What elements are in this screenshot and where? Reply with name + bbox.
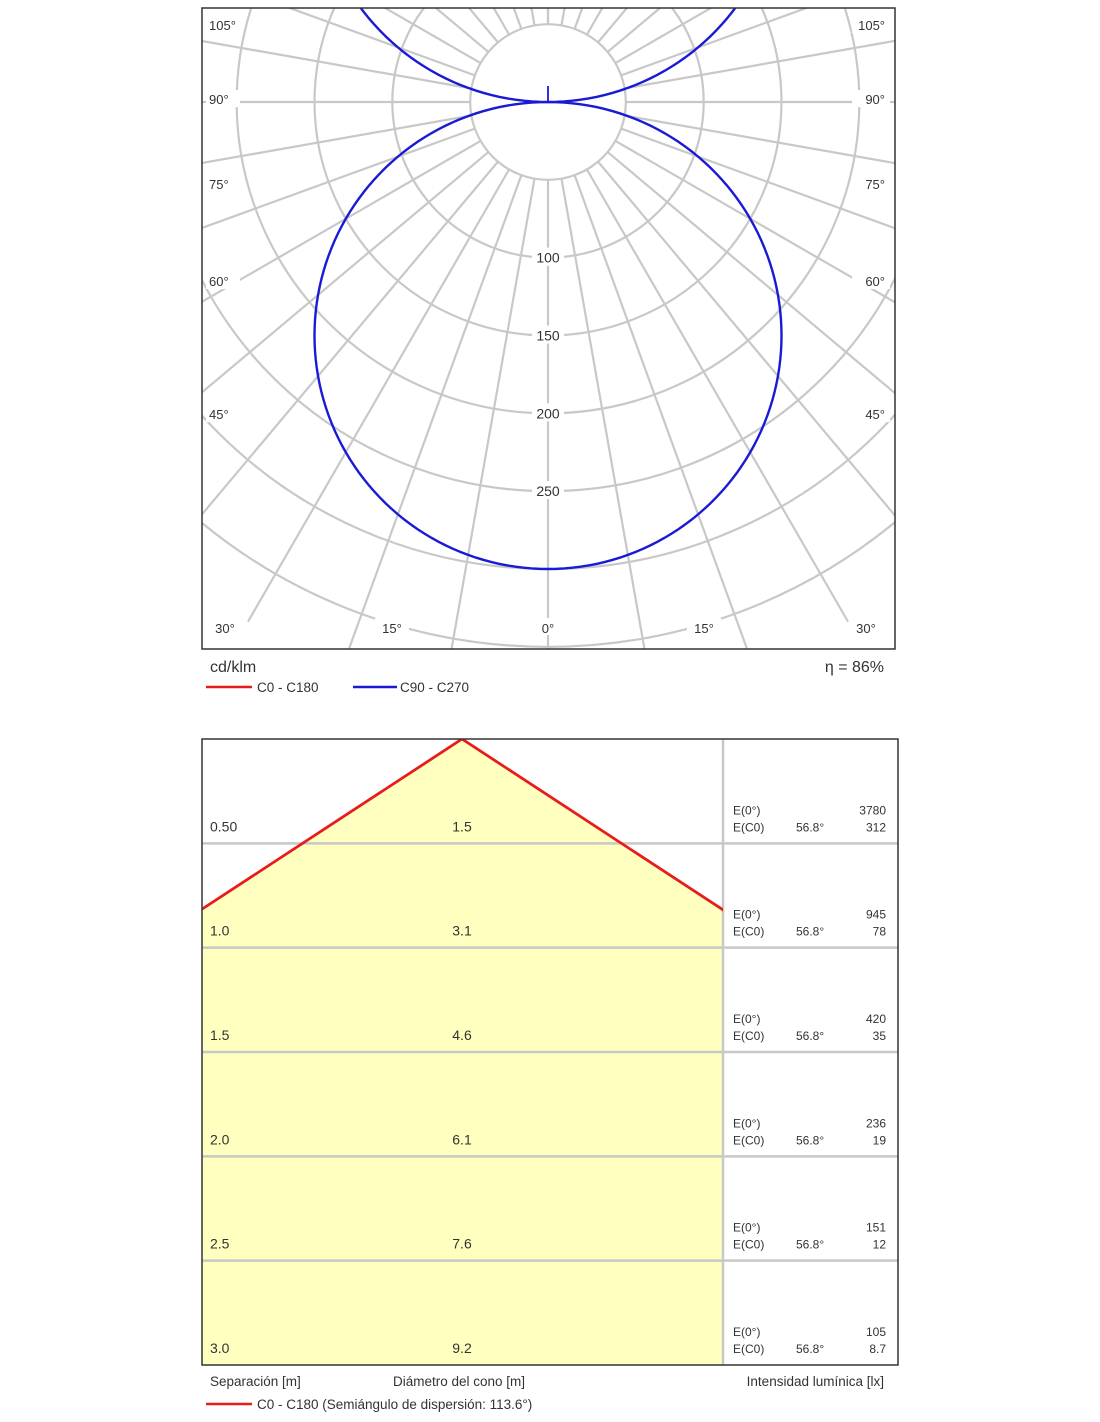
row-ec0-value: 312 xyxy=(865,820,886,835)
row-ec0-label: E(C0) xyxy=(733,924,765,939)
angle-gridline xyxy=(162,162,498,562)
angle-gridline-upper xyxy=(444,0,535,25)
polar-legend xyxy=(206,680,469,695)
row-diameter-label: 6.1 xyxy=(452,1131,472,1148)
legend-label-c0: C0 - C180 xyxy=(257,680,319,695)
angle-tick-label-right-4: 45° xyxy=(865,407,885,422)
angle-tick-label-left-4: 45° xyxy=(209,407,229,422)
row-ec0-value: 78 xyxy=(872,924,886,939)
angle-gridline xyxy=(0,116,471,207)
efficiency-label: η = 86% xyxy=(824,659,884,676)
row-distance-label: 0.50 xyxy=(210,818,238,835)
angle-tick-label-bottom-2: 0° xyxy=(541,621,555,636)
row-diameter-label: 7.6 xyxy=(452,1235,472,1252)
angle-tick-label-right-2: 75° xyxy=(865,177,885,192)
row-e0-label: E(0°) xyxy=(733,1325,761,1339)
angle-gridline xyxy=(88,152,488,488)
radial-unit-label: cd/klm xyxy=(210,659,257,676)
row-ec0-value: 12 xyxy=(872,1237,886,1252)
angle-tick-label-right-3: 60° xyxy=(865,274,885,289)
row-ec0-label: E(C0) xyxy=(733,1133,765,1148)
radial-tick-label-0: 100 xyxy=(536,249,560,266)
row-e0-value: 3780 xyxy=(859,803,886,818)
cone-legend xyxy=(206,1397,532,1412)
angle-gridline-upper xyxy=(562,0,653,25)
angle-gridline-upper xyxy=(0,0,471,88)
row-angle-value: 56.8° xyxy=(796,1133,825,1148)
row-angle-value: 56.8° xyxy=(796,1342,825,1356)
row-distance-label: 2.5 xyxy=(210,1235,230,1252)
angle-gridline xyxy=(598,162,934,562)
row-e0-label: E(0°) xyxy=(733,1116,761,1131)
row-diameter-label: 1.5 xyxy=(452,818,472,835)
angle-gridline-upper xyxy=(575,0,754,29)
angle-gridline xyxy=(248,169,509,621)
row-e0-value: 105 xyxy=(865,1325,886,1339)
row-distance-label: 1.0 xyxy=(210,922,230,939)
row-distance-label: 3.0 xyxy=(210,1340,230,1356)
angle-gridline xyxy=(444,179,535,693)
angle-tick-label-left-0: 105° xyxy=(209,18,236,33)
angle-gridline-upper xyxy=(0,0,475,75)
angle-tick-label-bottom-0: 30° xyxy=(215,621,235,636)
row-angle-value: 56.8° xyxy=(796,1237,825,1252)
angle-gridline xyxy=(562,179,653,693)
row-e0-label: E(0°) xyxy=(733,803,761,818)
angle-tick-label-left-3: 60° xyxy=(209,274,229,289)
xlabel-diameter: Diámetro del cono [m] xyxy=(392,1374,526,1389)
row-ec0-value: 8.7 xyxy=(869,1342,886,1356)
row-angle-value: 56.8° xyxy=(796,1029,825,1043)
legend-label-c90: C90 - C270 xyxy=(400,680,470,695)
radial-tick-label-2: 200 xyxy=(536,405,560,422)
row-e0-value: 945 xyxy=(865,907,886,922)
angle-gridline xyxy=(575,175,754,666)
row-e0-value: 236 xyxy=(865,1116,886,1131)
row-ec0-label: E(C0) xyxy=(733,1029,765,1043)
row-distance-label: 2.0 xyxy=(210,1131,230,1148)
row-ec0-label: E(C0) xyxy=(733,820,765,835)
row-diameter-label: 9.2 xyxy=(452,1340,472,1356)
xlabel-intensity: Intensidad lumínica [lx] xyxy=(746,1374,884,1389)
xlabel-separation: Separación [m] xyxy=(210,1374,301,1389)
angle-tick-label-bottom-4: 30° xyxy=(856,621,876,636)
row-diameter-label: 4.6 xyxy=(452,1027,472,1043)
cone-legend-label: C0 - C180 (Semiángulo de dispersión: 113.6°) xyxy=(257,1397,533,1412)
angle-gridline-upper xyxy=(343,0,522,29)
angle-tick-label-left-2: 75° xyxy=(209,177,229,192)
angle-tick-label-bottom-3: 15° xyxy=(694,621,714,636)
angle-gridline xyxy=(343,175,522,666)
angle-gridline xyxy=(625,116,1100,207)
angle-gridline xyxy=(28,141,480,402)
row-angle-value: 56.8° xyxy=(796,924,825,939)
angle-tick-label-left-1: 90° xyxy=(209,92,229,107)
row-e0-label: E(0°) xyxy=(733,907,761,922)
polar-grid xyxy=(0,0,1100,702)
row-angle-value: 56.8° xyxy=(796,820,825,835)
row-e0-label: E(0°) xyxy=(733,1012,761,1026)
row-e0-value: 420 xyxy=(865,1012,886,1026)
angle-gridline-upper xyxy=(621,0,1100,75)
angle-tick-label-bottom-1: 15° xyxy=(382,621,402,636)
row-ec0-value: 19 xyxy=(872,1133,886,1148)
angle-gridline xyxy=(608,152,1008,488)
radial-tick-label-3: 250 xyxy=(536,483,560,500)
angle-tick-label-right-1: 90° xyxy=(865,92,885,107)
radial-tick-label-1: 150 xyxy=(536,327,560,344)
row-e0-value: 151 xyxy=(865,1220,886,1235)
angle-tick-label-right-0: 105° xyxy=(858,18,885,33)
row-e0-label: E(0°) xyxy=(733,1220,761,1235)
row-diameter-label: 3.1 xyxy=(452,922,472,939)
row-ec0-value: 35 xyxy=(872,1029,886,1043)
row-distance-label: 1.5 xyxy=(210,1027,230,1043)
angle-gridline-upper xyxy=(625,0,1100,88)
angle-gridline xyxy=(587,169,848,621)
row-ec0-label: E(C0) xyxy=(733,1342,765,1356)
row-ec0-label: E(C0) xyxy=(733,1237,765,1252)
angle-gridline xyxy=(615,141,1067,402)
